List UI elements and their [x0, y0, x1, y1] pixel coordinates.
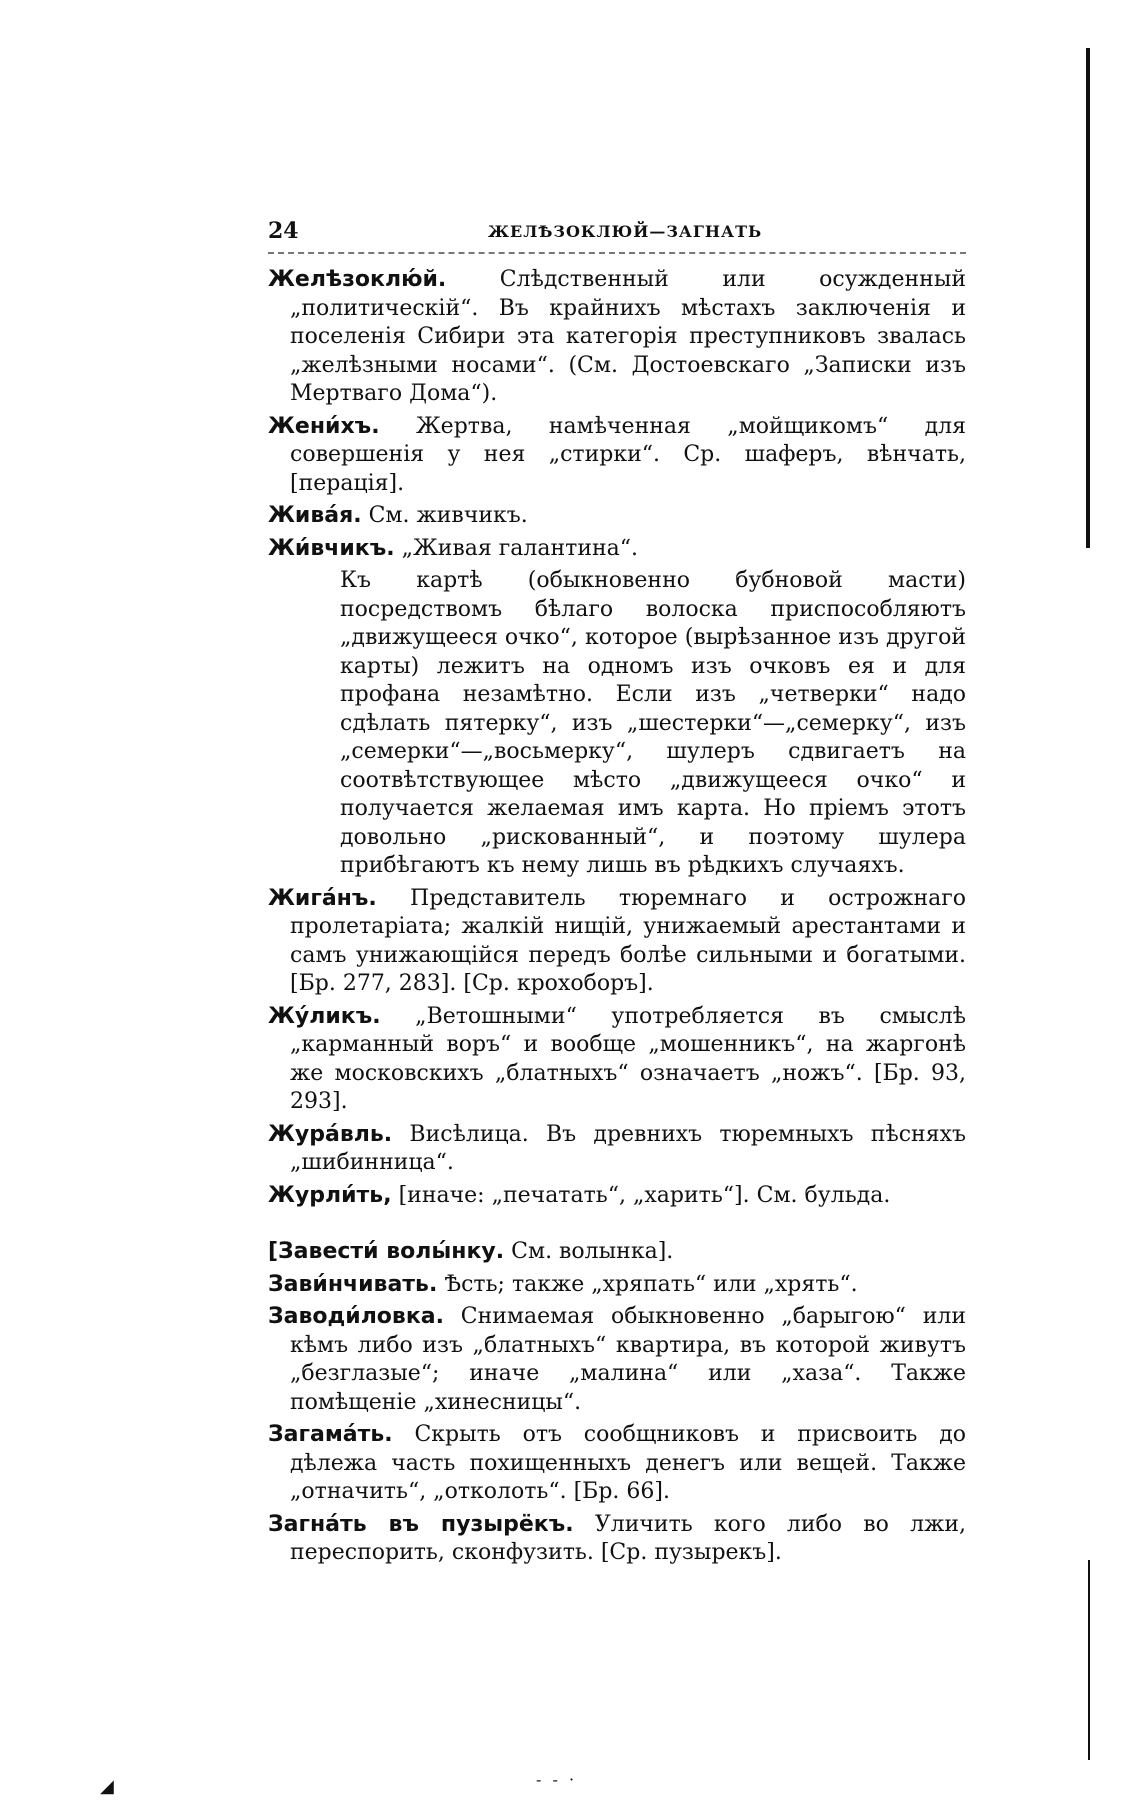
dictionary-entry: [268, 1238, 966, 1267]
dictionary-entry: [268, 413, 966, 499]
dictionary-entry: [268, 266, 966, 409]
entry-headword: Журли́ть,: [268, 1182, 392, 1208]
entry-definition: См. живчикъ.: [361, 503, 528, 528]
entry-definition: „Живая галантина“.: [394, 535, 639, 561]
entry-definition: Жертва, намѣченная „мойщикомъ“ для совершенія у нея „стирки“. Ср. шаферъ, вѣнчать, [перація].: [290, 413, 966, 496]
entry-definition: Скрыть отъ сообщниковъ и присвоить до дѣлежа часть похищенныхъ денегъ или вещей. Также „отначить“, „отколоть“. [Бр. 66].: [290, 1422, 966, 1504]
dictionary-entry: [268, 1121, 966, 1178]
scan-edge-line-bottom: [1088, 1560, 1090, 1760]
entry-definition: Слѣдственный или осужденный „политическій“. Въ крайнихъ мѣстахъ заключенія и поселенія Сибири эта категорія преступниковъ звалась „желѣзными носами“. (См. Достоевскаго „Записки изъ Мертваго Дома“).: [290, 267, 966, 406]
entry-headword: Загна́ть въ пузырёкъ.: [268, 1511, 574, 1537]
dictionary-entry-continuation: [268, 567, 966, 881]
entry-headword: Заводи́ловка.: [268, 1304, 444, 1329]
dictionary-entry: [268, 502, 966, 531]
dictionary-entry: [268, 1421, 966, 1507]
page-header: [268, 212, 966, 252]
entry-headword: Жива́я.: [268, 503, 362, 528]
entry-definition: [иначе: „печатать“, „харить“]. См. бульда.: [391, 1182, 891, 1208]
dictionary-entry: [268, 1003, 966, 1117]
scan-artifact-dots: - - ·: [536, 1770, 578, 1789]
scan-artifact-mark: ◢: [100, 1776, 114, 1797]
entry-definition: Ѣсть; также „хряпать“ или „хрять“.: [437, 1271, 858, 1297]
entry-headword: Жу́ликъ.: [268, 1003, 381, 1029]
entry-definition: Къ картѣ (обыкновенно бубновой масти) посредствомъ бѣлаго волоска приспособляютъ „движущееся очко“, которое (вырѣзанное изъ другой карты) лежитъ на одномъ изъ очковъ ея и для профана незамѣтно. Если изъ „четверки“ надо сдѣлать пятерку“, изъ „шестерки“—„семерку“, изъ „семерки“—„восьмерку“, шулеръ сдвигаетъ на соотвѣтствующее мѣсто „движущееся очко“ и получается желаемая имъ карта. Но пріемъ этотъ довольно „рискованный“, и поэтому шулера прибѣгаютъ къ нему лишь въ рѣдкихъ случаяхъ.: [340, 568, 966, 878]
book-page: [268, 212, 966, 1572]
entry-headword: Жи́вчикъ.: [268, 535, 395, 561]
entry-definition: „Ветошными“ употребляется въ смыслѣ „карманный воръ“ и вообще „мошенникъ“, на жаргонѣ же московскихъ „блатныхъ“ означаетъ „ножъ“. [Бр. 93, 293].: [290, 1003, 966, 1114]
entry-headword: [Завести́ волы́нку.: [268, 1239, 505, 1264]
dictionary-entry: [268, 1182, 966, 1211]
entry-definition: Представитель тюремнаго и острожнаго пролетаріата; жалкій нищій, унижаемый арестантами и самъ унижающійся передъ болѣе сильными и богатыми. [Бр. 277, 283]. [Ср. крохоборъ].: [290, 885, 966, 996]
entry-definition: Снимаемая обыкновенно „барыгою“ или кѣмъ либо изъ „блатныхъ“ квартира, въ которой живутъ „безглазые“; иначе „малина“ или „хаза“. Также помѣщеніе „хинесницы“.: [290, 1304, 966, 1415]
dictionary-entry: [268, 1303, 966, 1417]
entry-headword: Зави́нчивать.: [268, 1271, 438, 1297]
entry-definition: Уличить кого либо во лжи, переспорить, сконфузить. [Ср. пузырекъ].: [290, 1511, 966, 1565]
scan-edge-line-top: [1086, 48, 1090, 548]
entry-headword: Жура́вль.: [268, 1121, 393, 1147]
dictionary-entry: [268, 1271, 966, 1300]
entry-definition: См. волынка].: [504, 1239, 674, 1264]
running-head: ЖЕЛѢЗОКЛЮЙ—ЗАГНАТЬ: [488, 222, 763, 241]
dictionary-entry: [268, 885, 966, 999]
dictionary-entry: [268, 535, 966, 564]
page-number: 24: [268, 218, 299, 244]
dictionary-entries: [268, 266, 966, 1568]
entry-definition: Висѣлица. Въ древнихъ тюремныхъ пѣсняхъ „шибинница“.: [290, 1121, 966, 1175]
header-rule: [268, 252, 966, 254]
entry-headword: Желѣзоклю́й.: [268, 267, 447, 292]
entry-headword: Жени́хъ.: [268, 413, 380, 439]
entry-headword: Загама́ть.: [268, 1422, 393, 1447]
entry-headword: Жига́нъ.: [268, 885, 377, 911]
dictionary-entry: [268, 1511, 966, 1568]
